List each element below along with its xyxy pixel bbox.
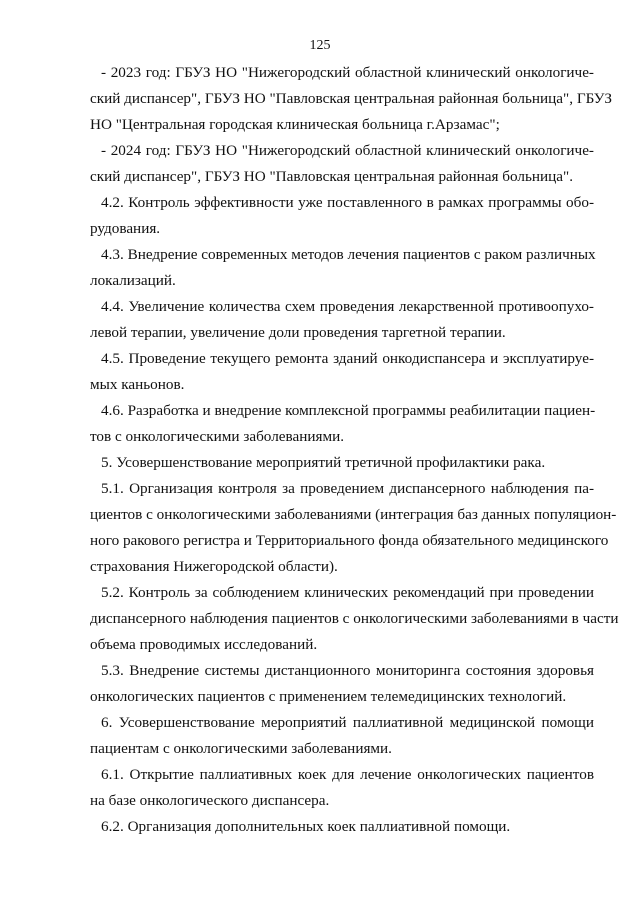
text-line: 5.3. Внедрение системы дистанционного мониторинга состояния здоровья — [101, 662, 594, 679]
text-line: мых каньонов. — [90, 376, 185, 393]
text-line: ский диспансер", ГБУЗ НО "Павловская центральная районная больница", ГБУЗ — [90, 90, 612, 107]
text-line: пациентам с онкологическими заболеваниями. — [90, 740, 392, 757]
section-heading: 5. Усовершенствование мероприятий третичной профилактики рака. — [101, 454, 546, 471]
text-line: - 2024 год: ГБУЗ НО "Нижегородский областной клинический онкологиче- — [101, 142, 594, 159]
text-line: 4.4. Увеличение количества схем проведения лекарственной противоопухо- — [101, 298, 594, 315]
text-line: 4.6. Разработка и внедрение комплексной программы реабилитации пациен- — [101, 402, 596, 419]
text-line: рудования. — [90, 220, 161, 237]
text-line: - 2023 год: ГБУЗ НО "Нижегородский областной клинический онкологиче- — [101, 64, 594, 81]
text-line: страхования Нижегородской области). — [90, 558, 338, 575]
text-line: 5.2. Контроль за соблюдением клинических рекомендаций при проведении — [101, 584, 594, 601]
page-number: 125 — [309, 38, 331, 53]
text-line: диспансерного наблюдения пациентов с онкологическими заболеваниями в части — [90, 610, 619, 627]
text-line: 4.3. Внедрение современных методов лечения пациентов с раком различных — [101, 246, 596, 263]
text-line: 6.2. Организация дополнительных коек паллиативной помощи. — [101, 818, 511, 835]
text-line: на базе онкологического диспансера. — [90, 792, 330, 809]
text-line: 6.1. Открытие паллиативных коек для лечение онкологических пациентов — [101, 766, 594, 783]
text-line: локализаций. — [90, 272, 176, 289]
text-line: ного ракового регистра и Территориального фонда обязательного медицинского — [90, 532, 609, 549]
text-line: объема проводимых исследований. — [90, 636, 318, 653]
text-line: НО "Центральная городская клиническая больница г.Арзамас"; — [90, 116, 500, 133]
section-heading: 6. Усовершенствование мероприятий паллиативной медицинской помощи — [101, 714, 594, 731]
text-line: 4.2. Контроль эффективности уже поставленного в рамках программы обо- — [101, 194, 594, 211]
text-line: 5.1. Организация контроля за проведением диспансерного наблюдения па- — [101, 480, 594, 497]
text-line: 4.5. Проведение текущего ремонта зданий онкодиспансера и эксплуатируе- — [101, 350, 594, 367]
text-line: циентов с онкологическими заболеваниями (интеграция баз данных популяцион- — [90, 506, 617, 523]
text-line: ский диспансер", ГБУЗ НО "Павловская центральная районная больница". — [90, 168, 574, 185]
text-line: левой терапии, увеличение доли проведения таргетной терапии. — [90, 324, 506, 341]
text-line: онкологических пациентов с применением телемедицинских технологий. — [90, 688, 567, 705]
text-line: тов с онкологическими заболеваниями. — [90, 428, 344, 445]
